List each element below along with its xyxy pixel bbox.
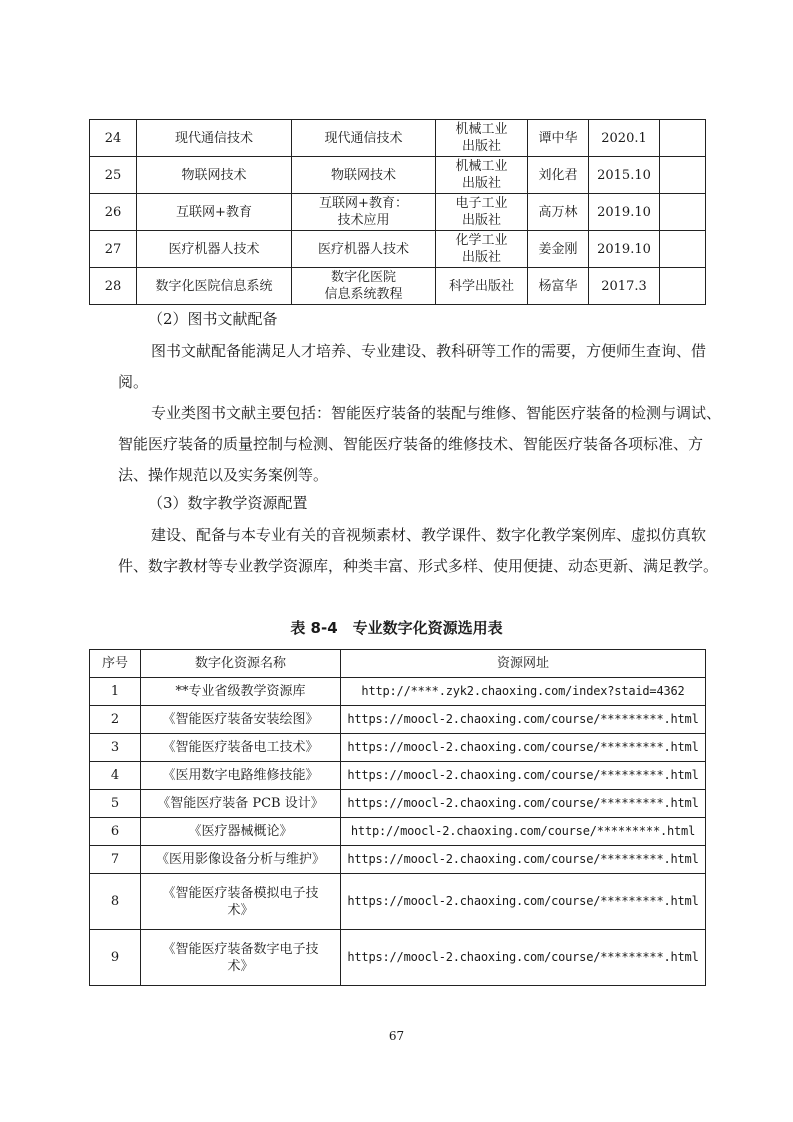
table-row — [90, 678, 706, 706]
paragraph-books-2: 专业类图书文献主要包括：智能医疗装备的装配与维修、智能医疗装备的检测与调试、智能医疗装备的质量控制与检测、智能医疗装备的维修技术、智能医疗装备各项标准、方法、操作规范以及实务案例等。 — [118, 404, 722, 484]
table-row — [90, 762, 706, 790]
book-title: 互联网+教育： 技术应用 — [292, 194, 436, 231]
header-url: 资源网址 — [341, 650, 706, 678]
table-row — [90, 846, 706, 874]
resource-name: 《智能医疗装备电工技术》 — [141, 734, 341, 762]
publish-date: 2017.3 — [589, 268, 660, 305]
resource-url[interactable]: https://moocl-2.chaoxing.com/course/*********.html — [341, 734, 706, 762]
table-caption: 表 8-4 专业数字化资源选用表 — [290, 619, 503, 637]
row-number: 2 — [90, 706, 141, 734]
row-number: 26 — [90, 194, 137, 231]
resource-url[interactable]: https://moocl-2.chaoxing.com/course/*********.html — [341, 930, 706, 986]
page-number: 67 — [388, 1029, 405, 1043]
book-table — [89, 119, 706, 305]
resource-name: 《智能医疗装备数字电子技术》 — [141, 930, 341, 986]
paragraph-digital-1: 建设、配备与本专业有关的音视频素材、教学课件、数字化教学案例库、虚拟仿真软件、数字教材等专业教学资源库，种类丰富、形式多样、使用便捷、动态更新、满足教学。 — [118, 526, 719, 575]
resource-name: 《智能医疗装备 PCB 设计》 — [141, 790, 341, 818]
resource-name: 《医疗器械概论》 — [141, 818, 341, 846]
resource-url[interactable]: http://moocl-2.chaoxing.com/course/*********.html — [341, 818, 706, 846]
header-name: 数字化资源名称 — [141, 650, 341, 678]
note — [660, 194, 706, 231]
row-number: 4 — [90, 762, 141, 790]
row-number: 24 — [90, 120, 137, 157]
resource-name: 《医用影像设备分析与维护》 — [141, 846, 341, 874]
course-name: 医疗机器人技术 — [137, 231, 292, 268]
book-title: 物联网技术 — [292, 157, 436, 194]
table-header-row — [90, 650, 706, 678]
note — [660, 231, 706, 268]
publish-date: 2015.10 — [589, 157, 660, 194]
resource-url[interactable]: https://moocl-2.chaoxing.com/course/*********.html — [341, 706, 706, 734]
author: 高万林 — [528, 194, 589, 231]
resource-url[interactable]: http://****.zyk2.chaoxing.com/index?staid=4362 — [341, 678, 706, 706]
table-row — [90, 874, 706, 930]
resource-url[interactable]: https://moocl-2.chaoxing.com/course/*********.html — [341, 846, 706, 874]
note — [660, 157, 706, 194]
course-name: 现代通信技术 — [137, 120, 292, 157]
table-row — [90, 790, 706, 818]
author: 谭中华 — [528, 120, 589, 157]
row-number: 5 — [90, 790, 141, 818]
book-title: 数字化医院 信息系统教程 — [292, 268, 436, 305]
note — [660, 120, 706, 157]
book-title: 现代通信技术 — [292, 120, 436, 157]
table-row — [90, 194, 706, 231]
resource-url[interactable]: https://moocl-2.chaoxing.com/course/*********.html — [341, 874, 706, 930]
table-row — [90, 734, 706, 762]
publisher: 电子工业 出版社 — [436, 194, 528, 231]
table-row — [90, 706, 706, 734]
publisher: 化学工业 出版社 — [436, 231, 528, 268]
resource-name: 《医用数字电路维修技能》 — [141, 762, 341, 790]
table-row — [90, 818, 706, 846]
resource-url[interactable]: https://moocl-2.chaoxing.com/course/*********.html — [341, 762, 706, 790]
publisher: 机械工业 出版社 — [436, 157, 528, 194]
publish-date: 2019.10 — [589, 194, 660, 231]
paragraph-books-1: 图书文献配备能满足人才培养、专业建设、教科研等工作的需要，方便师生查询、借阅。 — [118, 342, 707, 391]
resource-table — [89, 649, 706, 986]
section-heading-digital: （3）数字教学资源配置 — [148, 494, 308, 512]
table-row — [90, 930, 706, 986]
course-name: 数字化医院信息系统 — [137, 268, 292, 305]
resource-name: 《智能医疗装备安装绘图》 — [141, 706, 341, 734]
row-number: 3 — [90, 734, 141, 762]
row-number: 27 — [90, 231, 137, 268]
note — [660, 268, 706, 305]
publish-date: 2020.1 — [589, 120, 660, 157]
resource-name: 《智能医疗装备模拟电子技术》 — [141, 874, 341, 930]
publisher: 机械工业 出版社 — [436, 120, 528, 157]
row-number: 8 — [90, 874, 141, 930]
row-number: 6 — [90, 818, 141, 846]
resource-url[interactable]: https://moocl-2.chaoxing.com/course/*********.html — [341, 790, 706, 818]
row-number: 7 — [90, 846, 141, 874]
row-number: 9 — [90, 930, 141, 986]
section-heading-books: （2）图书文献配备 — [148, 310, 278, 328]
author: 杨富华 — [528, 268, 589, 305]
publisher: 科学出版社 — [436, 268, 528, 305]
table-row — [90, 231, 706, 268]
table-row — [90, 120, 706, 157]
course-name: 互联网+教育 — [137, 194, 292, 231]
row-number: 25 — [90, 157, 137, 194]
publish-date: 2019.10 — [589, 231, 660, 268]
resource-name: **专业省级教学资源库 — [141, 678, 341, 706]
author: 姜金刚 — [528, 231, 589, 268]
course-name: 物联网技术 — [137, 157, 292, 194]
header-no: 序号 — [90, 650, 141, 678]
table-row — [90, 268, 706, 305]
book-title: 医疗机器人技术 — [292, 231, 436, 268]
author: 刘化君 — [528, 157, 589, 194]
row-number: 1 — [90, 678, 141, 706]
row-number: 28 — [90, 268, 137, 305]
table-row — [90, 157, 706, 194]
